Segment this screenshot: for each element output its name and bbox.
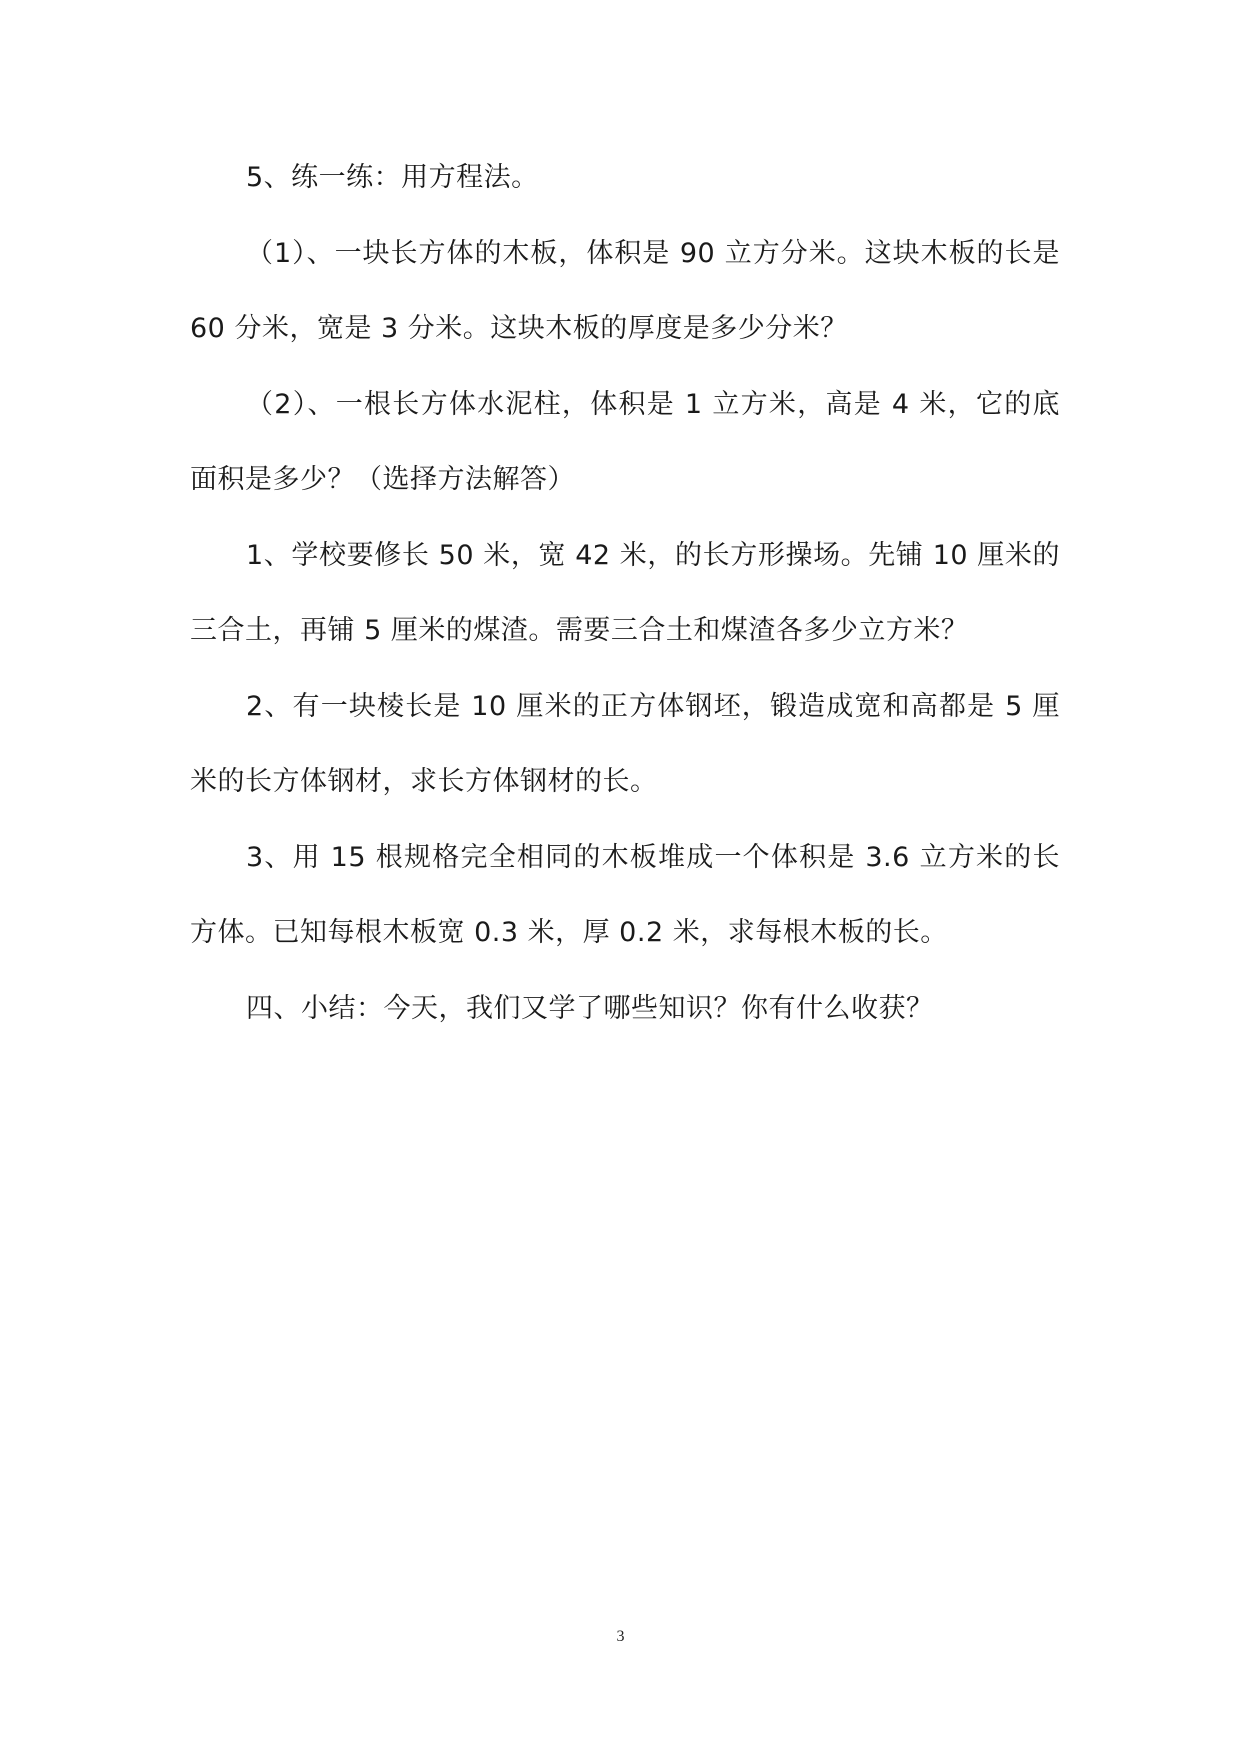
page-number: 3 <box>616 1628 625 1645</box>
exercise-question-2: （2）、一根长方体水泥柱，体积是 1 立方米，高是 4 米，它的底面积是多少？（选择方法解答） <box>190 388 1060 495</box>
problem-2: 2、有一块棱长是 10 厘米的正方体钢坯，锻造成宽和高都是 5 厘米的长方体钢材，求长方体钢材的长。 <box>190 690 1060 797</box>
exercise-heading: 5、练一练：用方程法。 <box>246 162 539 193</box>
exercise-question-1: （1）、一块长方体的木板，体积是 90 立方分米。这块木板的长是 60 分米，宽是 3 分米。这块木板的厚度是多少分米？ <box>190 237 1060 344</box>
page-content <box>190 140 1060 1046</box>
problem-3: 3、用 15 根规格完全相同的木板堆成一个体积是 3.6 立方米的长方体。已知每根木板宽 0.3 米，厚 0.2 米，求每根木板的长。 <box>190 841 1060 948</box>
summary: 四、小结：今天，我们又学了哪些知识？你有什么收获？ <box>246 992 934 1024</box>
problem-1: 1、学校要修长 50 米，宽 42 米，的长方形操场。先铺 10 厘米的三合土，再铺 5 厘米的煤渣。需要三合土和煤渣各多少立方米？ <box>190 539 1060 646</box>
